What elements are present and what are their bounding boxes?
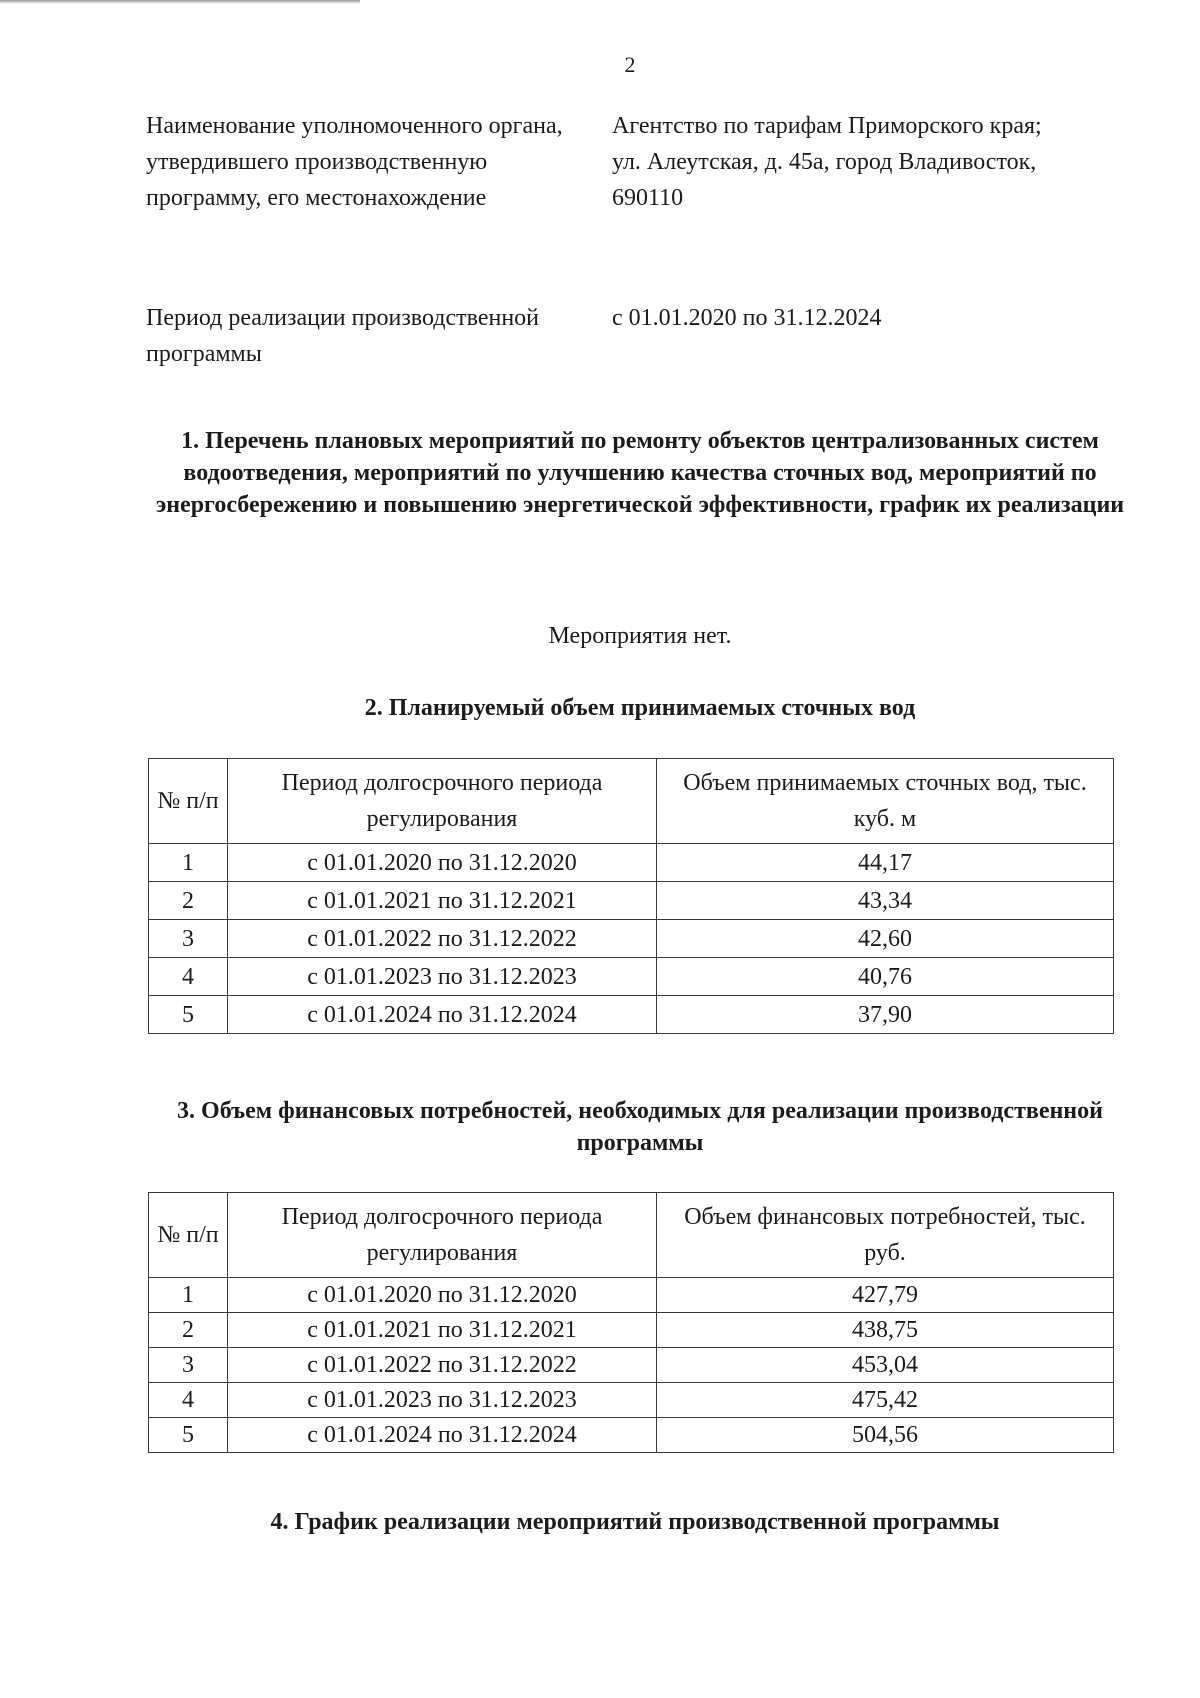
table-header-row [149, 1193, 1114, 1278]
row-number: 2 [149, 1313, 228, 1348]
row-period: с 01.01.2024 по 31.12.2024 [228, 1418, 657, 1453]
table-row [149, 1313, 1114, 1348]
section3-title: 3. Объем финансовых потребностей, необходимых для реализации производственной программы [177, 1098, 1103, 1156]
period-label: Период реализации производственной программы [146, 305, 540, 367]
row-number: 5 [149, 1418, 228, 1453]
row-number: 4 [149, 1383, 228, 1418]
table-row [149, 958, 1114, 996]
row-period: с 01.01.2022 по 31.12.2022 [228, 1348, 657, 1383]
row-value: 42,60 [657, 920, 1114, 958]
row-period: с 01.01.2021 по 31.12.2021 [228, 882, 657, 920]
row-period: с 01.01.2020 по 31.12.2020 [228, 1278, 657, 1313]
header-number: № п/п [149, 759, 228, 844]
period-value: с 01.01.2020 по 31.12.2024 [612, 305, 882, 331]
header-period: Период долгосрочного периода регулирования [228, 759, 657, 844]
financial-needs-table [148, 1192, 1114, 1453]
row-value: 44,17 [657, 844, 1114, 882]
table-row [149, 1418, 1114, 1453]
row-number: 3 [149, 1348, 228, 1383]
table-row [149, 1348, 1114, 1383]
table-row [149, 996, 1114, 1034]
header-financial: Объем финансовых потребностей, тыс. руб. [657, 1193, 1114, 1278]
table-header-row [149, 759, 1114, 844]
header-volume: Объем принимаемых сточных вод, тыс. куб. м [657, 759, 1114, 844]
page-number: 2 [624, 52, 636, 77]
row-value: 475,42 [657, 1383, 1114, 1418]
row-period: с 01.01.2020 по 31.12.2020 [228, 844, 657, 882]
row-number: 4 [149, 958, 228, 996]
table-row [149, 920, 1114, 958]
row-number: 5 [149, 996, 228, 1034]
row-period: с 01.01.2021 по 31.12.2021 [228, 1313, 657, 1348]
header-number: № п/п [149, 1193, 228, 1278]
table-row [149, 844, 1114, 882]
section1-title: 1. Перечень плановых мероприятий по ремонту объектов централизованных систем водоотведения, мероприятий по улучшению качества сточных вод, мероприятий по энергосбережению и повышению энергетической эффективности, график их реализации [155, 428, 1125, 518]
row-value: 438,75 [657, 1313, 1114, 1348]
scan-edge [0, 0, 360, 4]
row-number: 1 [149, 844, 228, 882]
row-period: с 01.01.2024 по 31.12.2024 [228, 996, 657, 1034]
row-value: 427,79 [657, 1278, 1114, 1313]
header-period: Период долгосрочного периода регулирования [228, 1193, 657, 1278]
authority-label: Наименование уполномоченного органа, утвердившего производственную программу, его местонахождение [146, 113, 563, 211]
row-value: 453,04 [657, 1348, 1114, 1383]
row-value: 504,56 [657, 1418, 1114, 1453]
section4-title: 4. График реализации мероприятий производственной программы [270, 1509, 1000, 1535]
row-number: 1 [149, 1278, 228, 1313]
section1-note: Мероприятия нет. [548, 623, 732, 649]
table-row [149, 1278, 1114, 1313]
row-number: 3 [149, 920, 228, 958]
row-period: с 01.01.2023 по 31.12.2023 [228, 958, 657, 996]
row-value: 37,90 [657, 996, 1114, 1034]
row-number: 2 [149, 882, 228, 920]
wastewater-volume-table [148, 758, 1114, 1034]
row-period: с 01.01.2023 по 31.12.2023 [228, 1383, 657, 1418]
row-value: 43,34 [657, 882, 1114, 920]
table-row [149, 882, 1114, 920]
row-period: с 01.01.2022 по 31.12.2022 [228, 920, 657, 958]
row-value: 40,76 [657, 958, 1114, 996]
section2-title: 2. Планируемый объем принимаемых сточных вод [364, 695, 916, 721]
authority-value: Агентство по тарифам Приморского края; ул. Алеутская, д. 45а, город Владивосток, 690110 [612, 113, 1042, 211]
table-row [149, 1383, 1114, 1418]
